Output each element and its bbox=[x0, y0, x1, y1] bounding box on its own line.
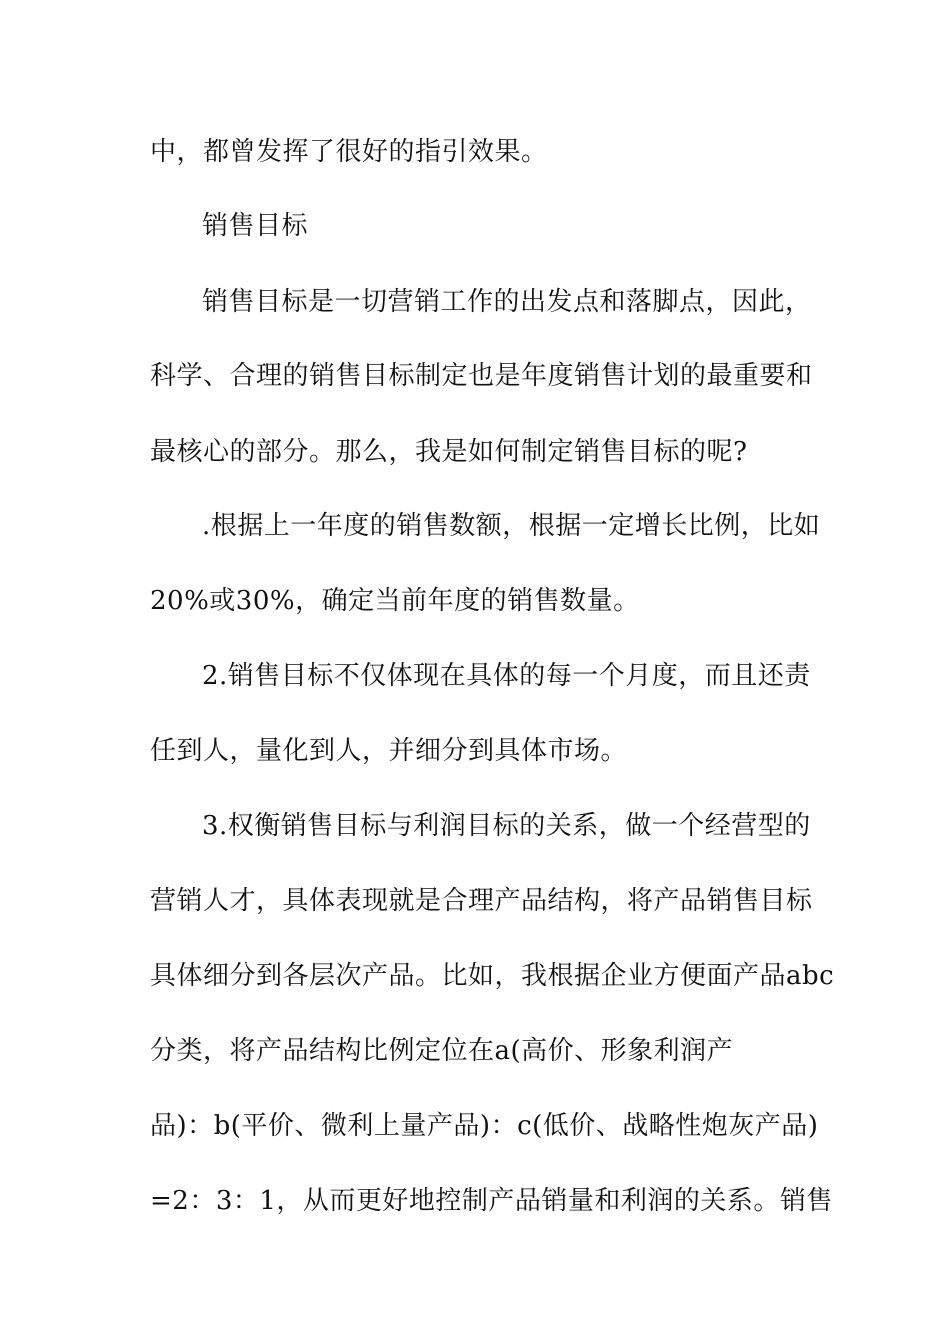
text-line-15: =2：3：1，从而更好地控制产品销量和利润的关系。销售 bbox=[150, 1186, 833, 1216]
text-line-11: 营销人才，具体表现就是合理产品结构，将产品销售目标 bbox=[150, 886, 813, 916]
text-line-3: 销售目标是一切营销工作的出发点和落脚点，因此， bbox=[202, 287, 812, 317]
text-line-13: 分类，将产品结构比例定位在a(高价、形象利润产 bbox=[150, 1036, 734, 1066]
section-heading: 销售目标 bbox=[202, 211, 309, 241]
text-line-1: 中，都曾发挥了很好的指引效果。 bbox=[150, 137, 548, 167]
text-line-4: 科学、合理的销售目标制定也是年度销售计划的最重要和 bbox=[150, 361, 813, 391]
text-line-12: 具体细分到各层次产品。比如，我根据企业方便面产品abc bbox=[150, 961, 835, 991]
text-line-8: 2.销售目标不仅体现在具体的每一个月度，而且还责 bbox=[202, 661, 811, 691]
text-line-10: 3.权衡销售目标与利润目标的关系，做一个经营型的 bbox=[202, 811, 811, 841]
text-line-6: .根据上一年度的销售数额，根据一定增长比例，比如 bbox=[202, 511, 821, 541]
text-line-5: 最核心的部分。那么，我是如何制定销售目标的呢? bbox=[150, 437, 748, 467]
text-line-9: 任到人，量化到人，并细分到具体市场。 bbox=[150, 736, 628, 766]
text-line-7: 20%或30%，确定当前年度的销售数量。 bbox=[150, 586, 640, 616]
text-line-14: 品)：b(平价、微利上量产品)：c(低价、战略性炮灰产品) bbox=[150, 1111, 819, 1141]
